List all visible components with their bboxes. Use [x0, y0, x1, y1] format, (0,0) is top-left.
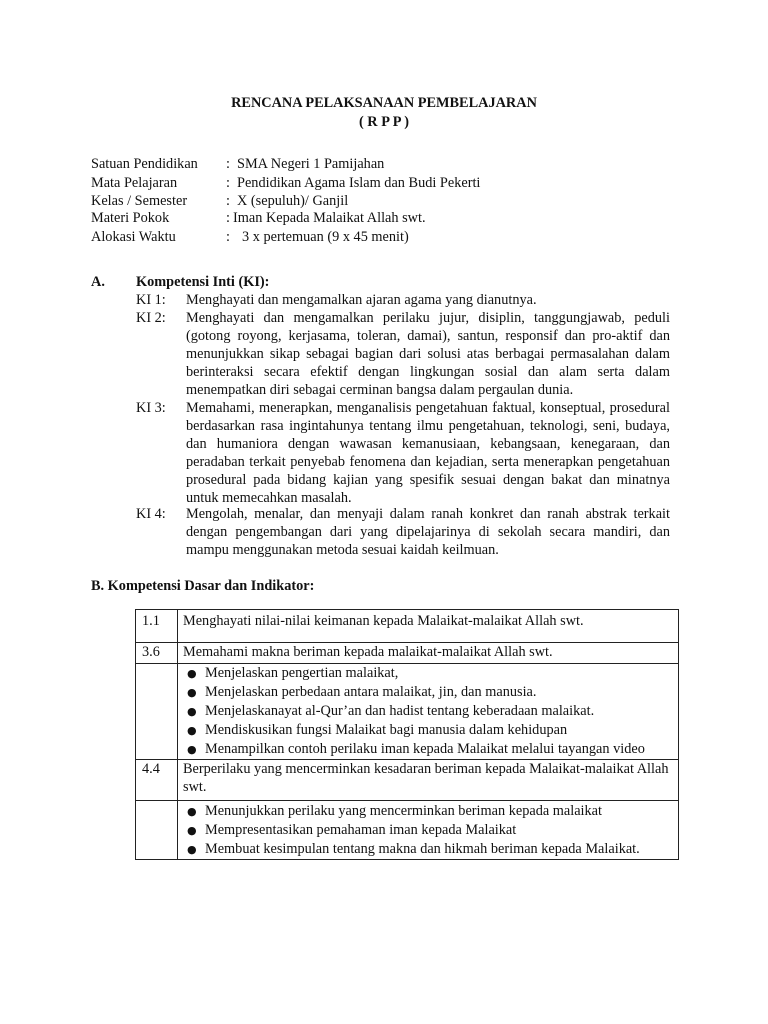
identity-value: Iman Kepada Malaikat Allah swt. [233, 210, 426, 226]
list-item [183, 721, 674, 740]
ki-text [186, 399, 670, 507]
kd-text: Berperilaku yang mencerminkan kesadaran beriman kepada Malaikat-malaikat Allah swt. [178, 760, 679, 801]
indicator-text: Menjelaskan perbedaan antara malaikat, jin, dan manusia. [205, 684, 537, 700]
table-row [136, 664, 679, 760]
bullet-icon: ● [187, 843, 197, 856]
bullet-icon: ● [187, 743, 197, 756]
document-title: RENCANA PELAKSANAAN PEMBELAJARAN [231, 95, 537, 111]
ki-label: KI 4: [136, 506, 166, 522]
kd-number: 1.1 [136, 610, 178, 643]
indicator-text: Mendiskusikan fungsi Malaikat bagi manusia dalam kehidupan [205, 722, 568, 738]
bullet-icon: ● [187, 724, 197, 737]
table-row [136, 643, 679, 664]
indicator-cell [178, 664, 679, 760]
bullet-icon: ● [187, 805, 197, 818]
bullet-icon: ● [187, 824, 197, 837]
ki-text [186, 505, 670, 559]
list-item [183, 740, 674, 759]
identity-colon: : [226, 156, 230, 172]
ki-label: KI 2: [136, 310, 166, 326]
ki-label: KI 3: [136, 400, 166, 416]
ki-paragraph: Mengolah, menalar, dan menyaji dalam ranah konkret dan ranah abstrak terkait dengan pengembangan dari yang dipelajarinya di sekolah secara mandiri, dan mampu menggunakan metoda sesuai kaidah keilmuan. [186, 506, 670, 558]
ki-paragraph: Menghayati dan mengamalkan ajaran agama yang dianutnya. [186, 292, 537, 308]
indicator-list [183, 802, 674, 859]
ki-paragraph: Menghayati dan mengamalkan perilaku jujur, disiplin, tanggungjawab, peduli (gotong royong, kerjasama, toleran, damai), santun, responsif dan pro-aktif dan menunjukkan sikap sebagai bagian dari solusi atas berbagai permasalahan dalam berinteraksi secara efektif dengan lingkungan sosial dan alam serta dalam menempatkan diri sebagai cerminan bangsa dalam pergaulan dunia. [186, 310, 670, 398]
identity-value: 3 x pertemuan (9 x 45 menit) [242, 229, 409, 245]
section-a-title: Kompetensi Inti (KI): [136, 274, 270, 290]
ki-paragraph: Memahami, menerapkan, menganalisis pengetahuan faktual, konseptual, prosedural berdasarkan rasa ingintahunya tentang ilmu pengetahuan, teknologi, seni, budaya, dan humaniora dengan wawasan kemanusiaan, kebangsaan, kenegaraan, dan peradaban terkait penyebab fenomena dan kejadian, serta menerapkan pengetahuan prosedural pada bidang kajian yang spesifik sesuai dengan bakat dan minatnya untuk memecahkan masalah. [186, 400, 670, 506]
bullet-icon: ● [187, 667, 197, 680]
list-item [183, 802, 674, 821]
ki-text [186, 291, 670, 309]
kd-number: 3.6 [136, 643, 178, 664]
list-item [183, 664, 674, 683]
kd-table [135, 609, 679, 860]
identity-value: Pendidikan Agama Islam dan Budi Pekerti [237, 175, 481, 191]
indicator-text: Menjelaskan pengertian malaikat, [205, 665, 399, 681]
list-item [183, 683, 674, 702]
identity-colon: : [226, 193, 230, 209]
ki-label: KI 1: [136, 292, 166, 308]
indicator-text: Menampilkan contoh perilaku iman kepada Malaikat melalui tayangan video [205, 741, 645, 757]
section-a-label: A. [91, 274, 105, 290]
section-b-title: B. Kompetensi Dasar dan Indikator: [91, 578, 315, 594]
table-row [136, 801, 679, 860]
identity-colon: : [226, 175, 230, 191]
kd-number-empty [136, 664, 178, 760]
kd-text: Menghayati nilai-nilai keimanan kepada Malaikat-malaikat Allah swt. [178, 610, 679, 643]
bullet-icon: ● [187, 686, 197, 699]
kd-number: 4.4 [136, 760, 178, 801]
table-row [136, 610, 679, 643]
indicator-list [183, 664, 674, 759]
identity-label: Satuan Pendidikan [91, 156, 198, 172]
table-row [136, 760, 679, 801]
indicator-cell [178, 801, 679, 860]
list-item [183, 702, 674, 721]
indicator-text: Menjelaskanayat al-Qur’an dan hadist tentang keberadaan malaikat. [205, 703, 595, 719]
indicator-text: Mempresentasikan pemahaman iman kepada Malaikat [205, 822, 517, 838]
identity-label: Mata Pelajaran [91, 175, 178, 191]
ki-text [186, 309, 670, 399]
identity-colon: : [226, 229, 230, 245]
list-item [183, 840, 674, 859]
identity-label: Materi Pokok [91, 210, 170, 226]
list-item [183, 821, 674, 840]
indicator-text: Menunjukkan perilaku yang mencerminkan beriman kepada malaikat [205, 803, 602, 819]
kd-text: Memahami makna beriman kepada malaikat-malaikat Allah swt. [178, 643, 679, 664]
indicator-text: Membuat kesimpulan tentang makna dan hikmah beriman kepada Malaikat. [205, 841, 640, 857]
identity-colon: : [226, 210, 230, 226]
identity-label: Alokasi Waktu [91, 229, 176, 245]
identity-value: X (sepuluh)/ Ganjil [237, 193, 349, 209]
bullet-icon: ● [187, 705, 197, 718]
kd-number-empty [136, 801, 178, 860]
identity-label: Kelas / Semester [91, 193, 188, 209]
document-subtitle: ( R P P ) [358, 114, 410, 130]
identity-value: SMA Negeri 1 Pamijahan [237, 156, 385, 172]
